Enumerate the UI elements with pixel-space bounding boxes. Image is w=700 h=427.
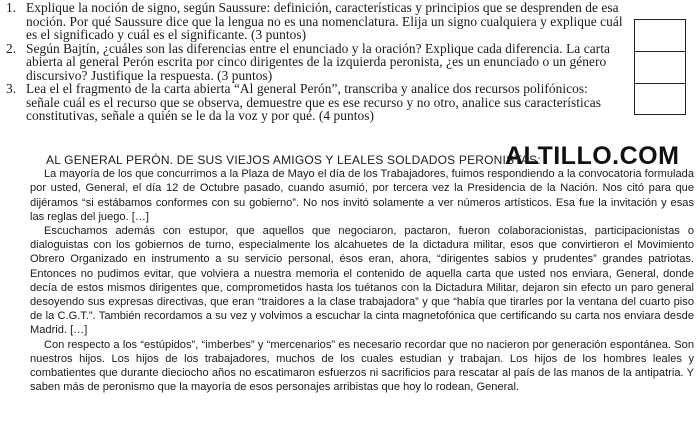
question-list xyxy=(6,1,624,123)
letter-paragraph: Con respecto a los “estúpidos”, “imberbes” y “mercenarios” es necesario recordar que no nacieron por generación espontánea. Son nuestros hijos. Los hijos de los trabajadores, muchos de los cuales estudian y trabajan. Los hijos de los hombres leales y combatientes que durante dieciocho años no escatimaron esfuerzos ni sacrificios para rescatar al país de las manos de la antipatria. Y saben más de peronismo que la mayoría de esos personajes arribistas que hoy lo rodean, General. xyxy=(30,338,694,394)
letter-paragraph: Escuchamos además con estupor, que aquellos que negociaron, pactaron, fueron colaboracionistas, participacionistas o dialoguistas con los gobiernos de turno, especialmente los alcahuetes de la dictadura militar, esos que convirtieron el Movimiento Obrero Organizado en instrumento a su servicio personal, ésos eran, ahora, “dirigentes sabios y prudentes” grandes patriotas. Entonces no pudimos evitar, que volviera a nuestra memoria el contenido de aquella carta que usted nos enviara, General, donde decía de estos mismos dirigentes que, comprometidos hasta los tuétanos con la Dictadura Militar, dejaron sin efecto un paro general desoyendo sus expresas directivas, que eran “traidores a la clase trabajadora” y que “había que tirarles por la ventana del cuarto piso de la C.G.T.”. También recordamos a su vez y volvimos a escuchar la cinta magnetofónica que certificando su carta nos enviara desde Madrid. […] xyxy=(30,225,694,337)
question-number: 3. xyxy=(6,81,17,96)
letter-paragraph: La mayoría de los que concurrimos a la Plaza de Mayo el día de los Trabajadores, fuimos respondiendo a la convocatoria formulada por usted, General, el día 12 de Octubre pasado, cuando asumió, por tercera vez la Presidencia de la Nación. Nos citó para que dijéramos “si estábamos conformes con su gobierno”. No nos invitó solamente a ver números artísticos. Esa fue la invitación y esas las reglas del juego. […] xyxy=(30,168,694,223)
letter-excerpt xyxy=(30,153,694,394)
question-text: Explique la noción de signo, según Saussure: definición, características y principios que se desprenden de esa noción. Por qué Saussure dice que la lengua no es una nomenclatura. Elija un signo cualquiera y explique cuál es el significado y cuál es el significante. (3 puntos) xyxy=(26,0,623,42)
question-item xyxy=(6,42,624,83)
score-box-cell xyxy=(635,84,685,116)
question-item xyxy=(6,82,624,123)
question-number: 1. xyxy=(6,0,17,15)
question-text: Según Bajtín, ¿cuáles son las diferencias entre el enunciado y la oración? Explique cada diferencia. La carta abierta al general Perón escrita por cinco dirigentes de la izquierda peronista, ¿es un enunciado o un género discursivo? Justifique la respuesta. (3 puntos) xyxy=(26,40,610,83)
question-number: 2. xyxy=(6,40,17,56)
score-box xyxy=(634,19,686,115)
letter-title: AL GENERAL PERÓN. DE SUS VIEJOS AMIGOS Y LEALES SOLDADOS PERONISTAS: xyxy=(46,153,541,167)
question-text: Lea el el fragmento de la carta abierta “Al general Perón”, transcriba y analice dos recursos polifónicos: señale cuál es el recurso que se observa, demuestre que es ese recurso y no otro, analice sus características constitutivas, señale a quién se le da la voz y por qué. (4 puntos) xyxy=(26,81,602,123)
score-box-cell xyxy=(635,20,685,52)
question-item xyxy=(6,1,624,42)
score-box-cell xyxy=(635,52,685,84)
watermark: ALTILLO.COM xyxy=(505,142,680,170)
